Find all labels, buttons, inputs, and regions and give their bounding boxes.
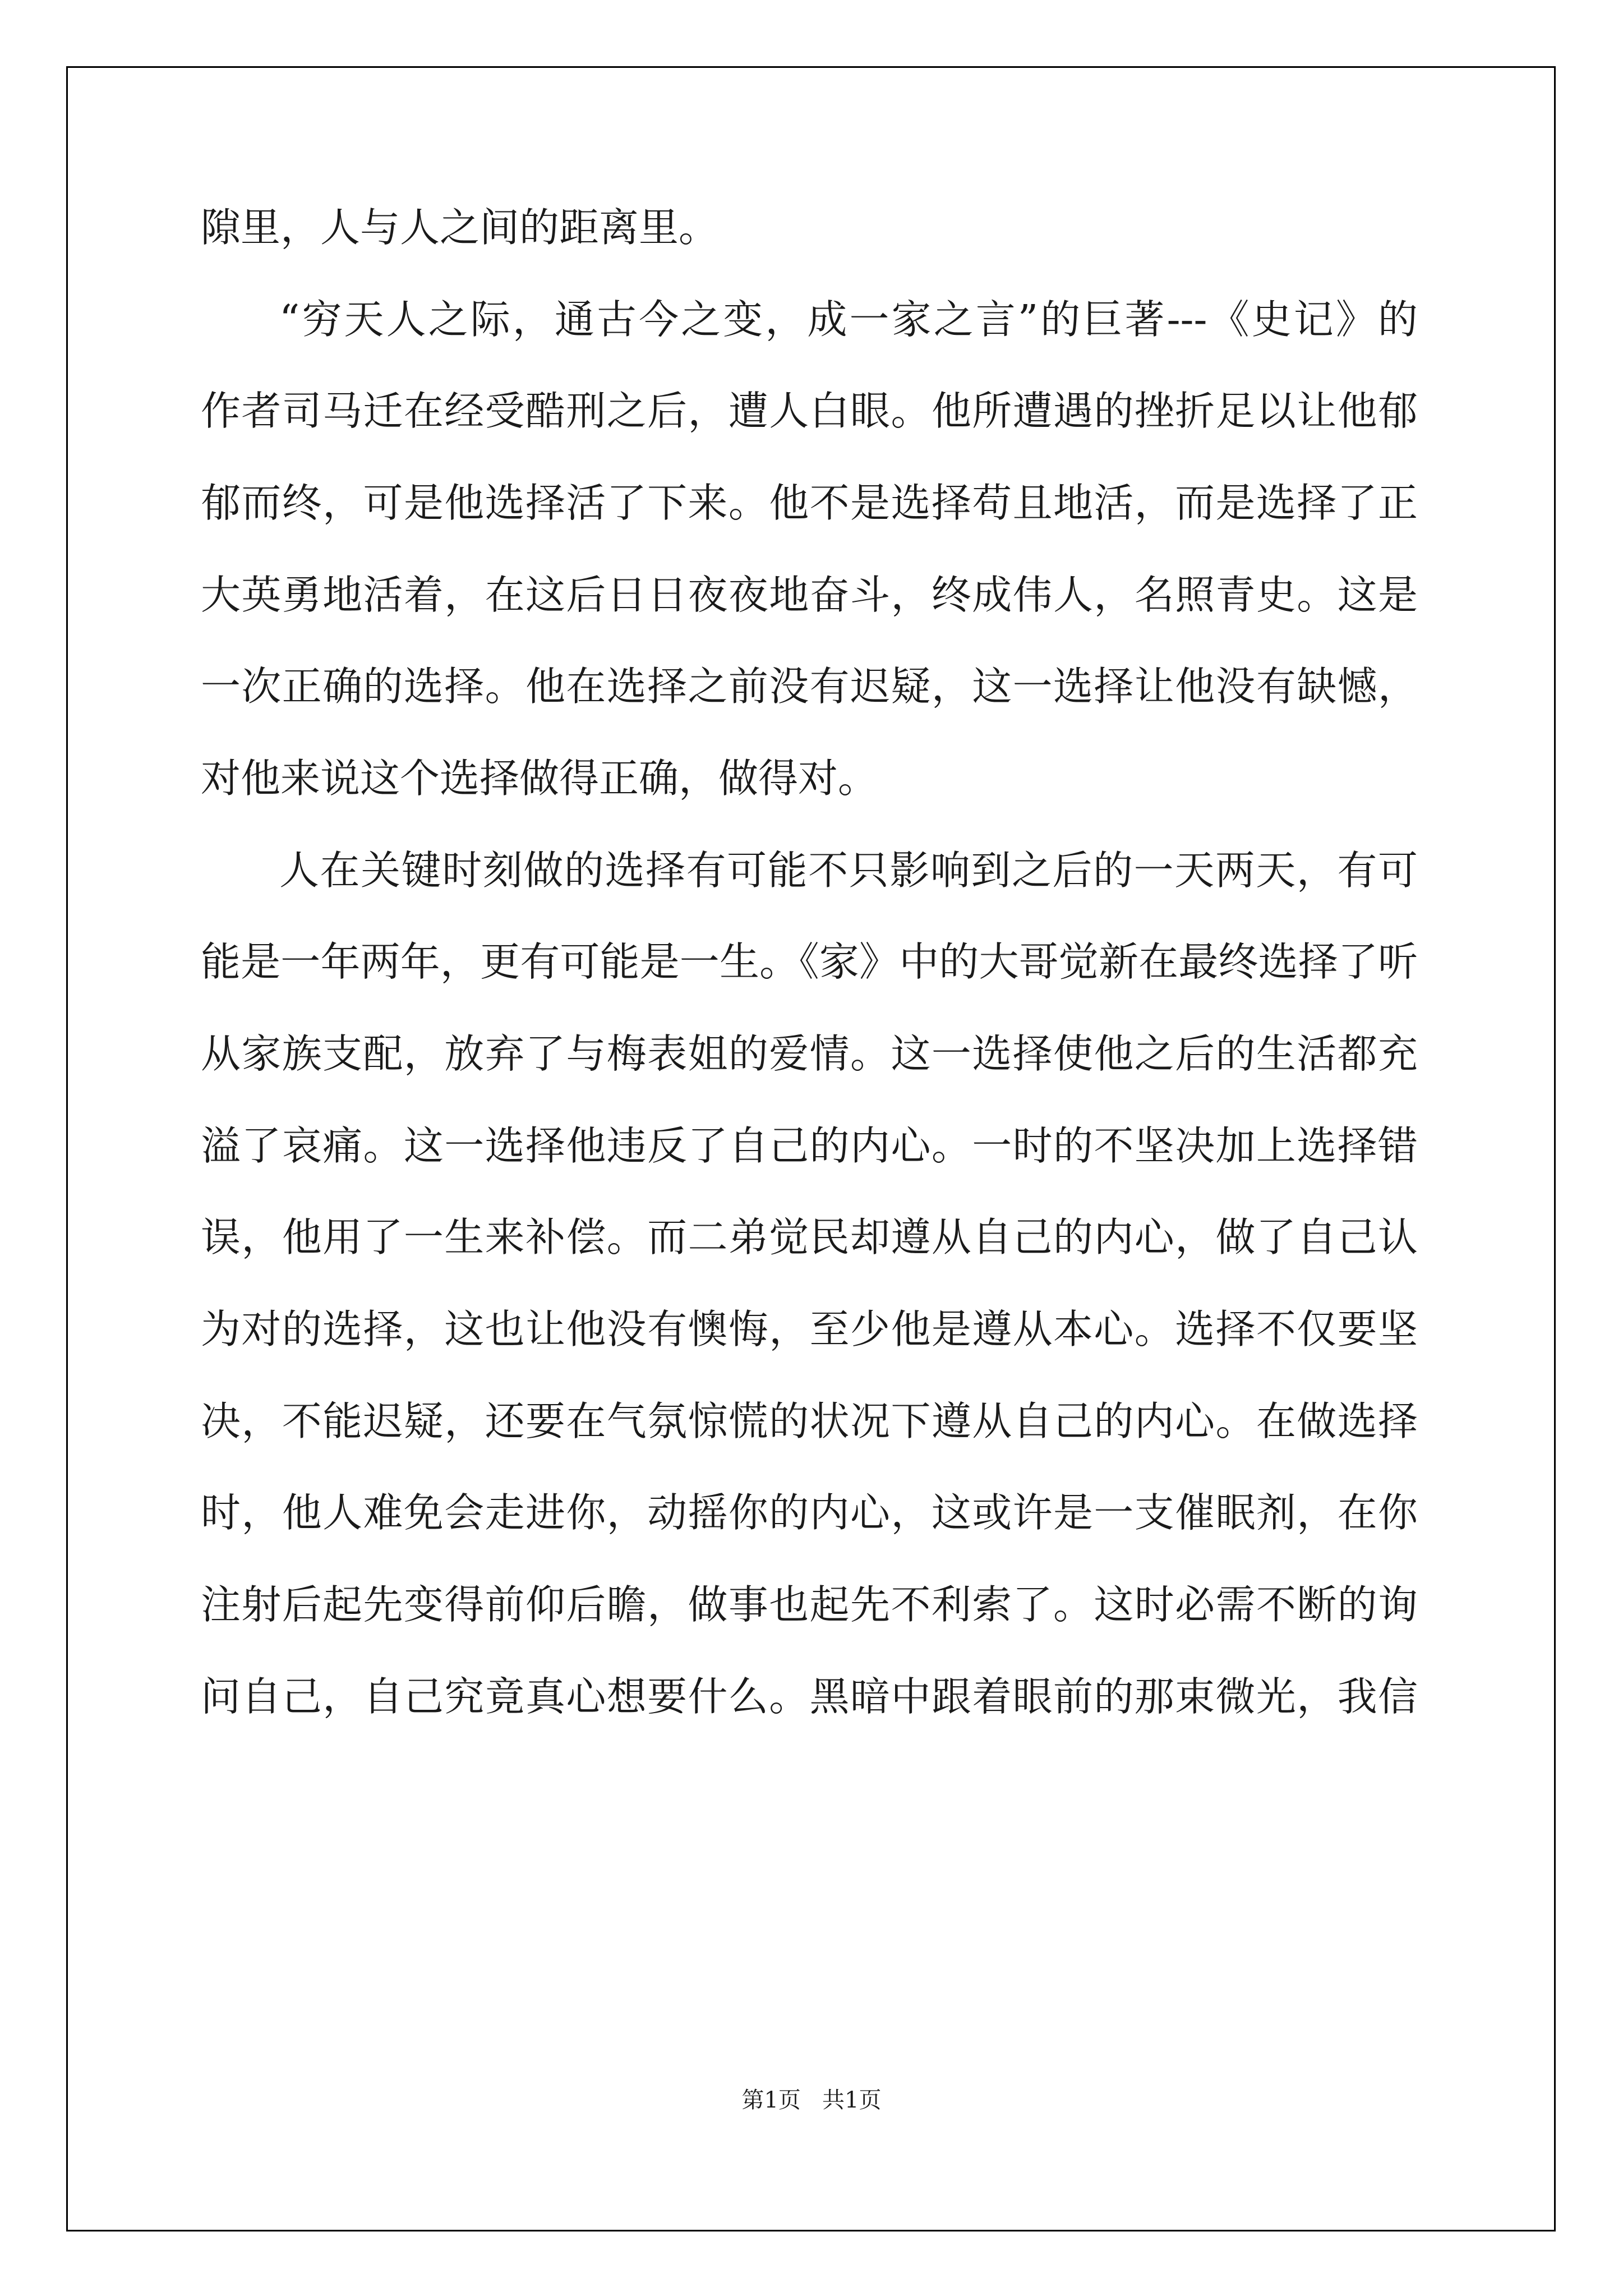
text-line: 问自己，自己究竟真心想要什么。黑暗中跟着眼前的那束微光，我信 — [201, 1673, 1418, 1720]
text-line: 为对的选择，这也让他没有懊悔，至少他是遵从本心。选择不仅要坚 — [201, 1306, 1418, 1352]
text-line: 一次正确的选择。他在选择之前没有迟疑，这一选择让他没有缺憾， — [201, 663, 1418, 710]
text-line: 能是一年两年，更有可能是一生。《家》中的大哥觉新在最终选择了听 — [201, 938, 1418, 985]
text-line: 隙里，人与人之间的距离里。 — [201, 204, 719, 251]
paragraph-first-line: 人在关键时刻做的选择有可能不只影响到之后的一天两天，有可 — [279, 847, 1418, 894]
text-line: 大英勇地活着，在这后日日夜夜地奋斗，终成伟人，名照青史。这是 — [201, 572, 1418, 618]
text-line: 作者司马迁在经受酷刑之后，遭人白眼。他所遭遇的挫折足以让他郁 — [201, 388, 1418, 434]
paragraph-first-line: “穷天人之际，通古今之变，成一家之言”的巨著---《史记》的 — [279, 296, 1418, 343]
text-line: 误，他用了一生来补偿。而二弟觉民却遵从自己的内心，做了自己认 — [201, 1214, 1418, 1260]
text-line: 时，他人难免会走进你，动摇你的内心，这或许是一支催眠剂，在你 — [201, 1489, 1418, 1536]
text-line: 溢了哀痛。这一选择他违反了自己的内心。一时的不坚决加上选择错 — [201, 1122, 1418, 1169]
text-line: 决，不能迟疑，还要在气氛惊慌的状况下遵从自己的内心。在做选择 — [201, 1398, 1418, 1444]
text-line: 注射后起先变得前仰后瞻，做事也起先不利索了。这时必需不断的询 — [201, 1581, 1418, 1628]
text-line: 对他来说这个选择做得正确，做得对。 — [201, 755, 878, 802]
page-footer: 第1页 共1页 — [741, 2087, 882, 2113]
text-line: 从家族支配，放弃了与梅表姐的爱情。这一选择使他之后的生活都充 — [201, 1030, 1418, 1077]
text-line: 郁而终，可是他选择活了下来。他不是选择苟且地活，而是选择了正 — [201, 480, 1418, 526]
